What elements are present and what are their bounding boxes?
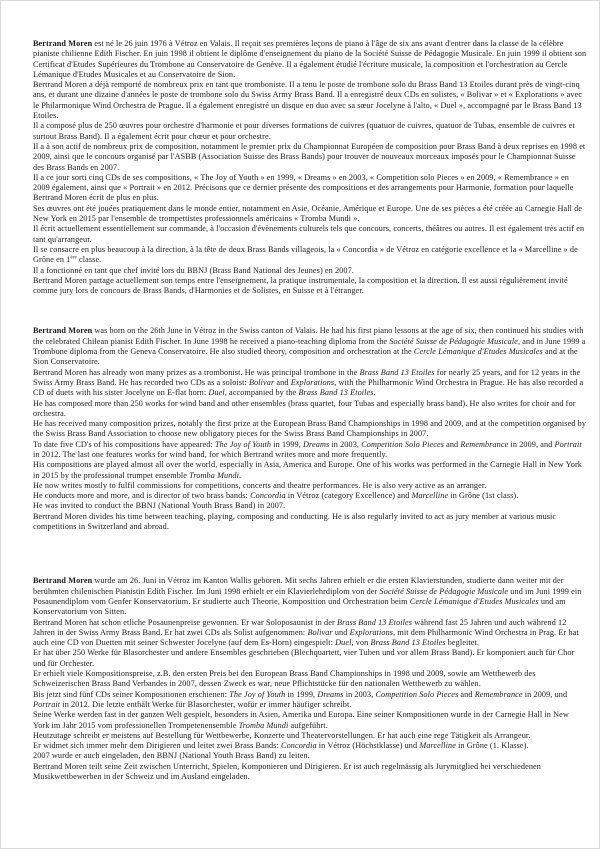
text-run: Cercle Lémanique d'Etudes Musicales — [413, 347, 543, 357]
text-run: He was invited to conduct the BBNJ (National Youth Brass Band) in 2007. — [33, 501, 286, 511]
text-run: Heutzutage schreibt er meistens auf Bestellung für Wettbewerbe, Konzerte und Theatervorstellungen. Er hat auch eine rege Tätigkeit als Arrangeur. — [33, 730, 531, 740]
text-run: Remembrance — [460, 439, 509, 449]
text-run: Société Suisse de Pédagogie Musicale — [389, 336, 518, 346]
text-run: Competition Solo Pieces — [361, 439, 444, 449]
text-run: and — [274, 377, 291, 387]
text-run: . — [238, 470, 242, 480]
paragraph — [33, 121, 587, 142]
text-run: während fast 25 Jahren und auch während 12 Jahren in der Swiss Army Brass Band. Er hat zwei CDs als Solist aufgenommen: — [33, 617, 567, 637]
text-run: and — [458, 689, 475, 699]
paragraph — [33, 39, 587, 80]
text-run: Il écrit actuellement essentiellement sur commande, à l'occasion d'évènements culturels tels que concours, concerts, théâtres ou autres. Il est également très actif en tant qu'arrangeur. — [33, 224, 585, 244]
text-run: in 2009, und — [522, 689, 568, 699]
paragraph — [33, 710, 587, 731]
text-run: Bertrand Moren teilt seine Zeit zwischen Unterricht, Spielen, Komponieren und Dirigieren. Er ist auch regelmässig als Jurymitglied bei verschiedenen Musikwettbewerben in der Schweiz und im Ausland eingeladen. — [33, 761, 541, 781]
paragraph — [33, 648, 587, 669]
text-run: , von — [351, 638, 371, 648]
text-run: He conducts more and more, and is director of two brass bands: — [33, 491, 251, 501]
text-run: Seine Werke werden fast in der ganzen Welt gespielt, besonders in Asien, Amerika und Europa. Eine seiner Kompositionen wurde in der Carnegie Hall in New York im Jahr 2015 vom professionellen Trompetenensemble — [33, 710, 569, 730]
text-run: Bertrand Moren — [33, 576, 93, 586]
text-run: Duel — [335, 638, 352, 648]
text-run: Cercle Lémanique d'Etudes Musicales — [409, 596, 539, 606]
paragraph — [33, 80, 587, 121]
paragraph — [33, 751, 587, 761]
text-run: Tromba Mundi — [189, 470, 239, 480]
text-run: Société Suisse de Pédagogie Musicale — [379, 586, 509, 596]
text-run: Bolivar — [249, 377, 275, 387]
text-run: Il a à son actif de nombreux prix de composition, notamment le premier prix du Championnat Européen de composition pour Brass Band à deux reprises en 1998 et 2009, ainsi que le concours organisé par l'ASBB (Association Suisse des Brass Bands) pour trouver de nouveaux morceaux imposés pour le Championnat Suisse des Brass Bands en 2007. — [33, 141, 586, 172]
text-run: Brass Band 13 Etoiles — [359, 367, 435, 377]
bio-block-fr — [33, 39, 587, 296]
text-run: and — [443, 439, 461, 449]
bio-block-en — [33, 326, 587, 532]
text-run: Bertrand Moren partage actuellement son temps entre l'enseignement, la pratique instrumentale, la composition et la direction. Il est aussi régulièrement invité comme jury lors de concours de Brass Bands, d'Harmonies et de Solistes, en Suisse et à l'étranger. — [33, 275, 568, 296]
text-run: und am Konservatorium von Sitten. — [33, 596, 566, 617]
text-run: was born on the 26th June in Vétroz in the Swiss canton of Valais. He had his first piano lessons at the age of six, then continued his studies with the celebrated Chilean pianist Edith Fischer. In June 1998 he received a piano-teaching diploma from the — [33, 326, 584, 346]
text-run: Er hat über 250 Werke für Blasorchester und andere Ensembles geschrieben (Blechquartett, vier Tuben und vor allem Brass Band). Er komponiert auch für Chor und für Orchester. — [33, 648, 575, 668]
text-run: Remembrance — [474, 689, 523, 699]
paragraph — [33, 460, 587, 481]
text-run: ère — [70, 254, 77, 261]
paragraph — [33, 173, 587, 204]
text-run: in Vétroz (Höchstklasse) und — [316, 741, 420, 751]
paragraph — [33, 142, 587, 173]
text-run: , and in June 1999 a Trombone diploma from the Geneva Conservatoire. He also studied theory, composition and orchestration at the — [33, 336, 586, 357]
text-run: Er erhielt viele Kompositionspreise, z.B. den ersten Preis bei den European Brass Band Championships in 1998 und 2009, sowie am Wettbewerb des Schweizerischen Brass Band Verbandes in 2007, dessen Zweck es war, neue Pflichtstücke für den nationalen Wettbewerb zu wählen. — [33, 669, 536, 689]
text-run: Brass Band 13 Etoiles — [298, 388, 374, 398]
text-run: in 1999, — [271, 439, 304, 449]
text-run: in Grône (1. Klasse). — [455, 741, 529, 751]
text-run: He has received many composition prizes, notably the first prize at the European Brass Band Championships in 1998 and 2009, and at the competition organised by the Swiss Brass Band Association to choose new obligatory pieces for the Swiss Brass Band Championships in 2007. — [33, 419, 587, 439]
text-run: , accompanied by the — [224, 388, 299, 398]
paragraph — [33, 512, 587, 533]
paragraph — [33, 326, 587, 367]
paragraph — [33, 669, 587, 690]
text-run: Il a fonctionné en tant que chef invité lors du BBNJ (Brass Band National des Jeunes) en 2007. — [33, 265, 354, 275]
text-run: Dreams — [303, 439, 330, 449]
text-run: est né le 26 juin 1976 à Vétroz en Valais. Il reçoit ses premières leçons de piano à l'âge de six ans avant d'entrer dans la classe de la célèbre pianiste chilienne Edith Fischer. En juin 1998 il obtient le diplôme d'enseignement du piano de la Société Suisse de Pédagogie Musicale. En juin 1999 il obtient son Certificat d'Etudes Supérieures du Trombone au Conservatoire de Genève. Il a également étudié l'écriture musicale, la composition et l'orchestration au Cercle Lémanique d'Etudes Musicales et au Conservatoire de Sion. — [33, 39, 587, 79]
text-run: 2007 wurde er auch eingeladen, den BBNJ (National Youth Brass Band) zu leiten. — [33, 751, 310, 761]
paragraph — [33, 576, 587, 617]
text-run: in 2012. The last one features works for wind band, for which Bertrand writes more and more frequently. — [33, 449, 388, 459]
paragraph — [33, 266, 587, 276]
text-run: The Joy of Youth — [229, 689, 286, 699]
text-run: . — [373, 388, 376, 398]
text-run: und im Juni 1999 ein Posaunendiplom vom Genfer Konservatorium. Er studierte auch Theorie, Komposition und Orchestration beim — [33, 586, 582, 606]
text-run: in 2012. Die letzte enthält Werke für Blasorchester, wofür er immer häufiger schreibt. — [60, 699, 352, 709]
text-run: Il a ce jour sorti cinq CDs de ses compositions, « The Joy of Youth » en 1999, « Dreams » en 2003, « Competition solo Pieces » en 2009, « Remembrance » en 2009 également, ainsi que « Portrait » en 2012. Précisons que ce dernier présente des compositions et des arrangements pour Harmonie, formation pour laquelle Bertrand Moren écrit de plus en plus. — [33, 172, 574, 203]
paragraph — [33, 419, 587, 440]
text-run: Tromba Mundi — [238, 720, 289, 730]
text-run: Bolivar — [307, 627, 333, 637]
text-run: in 1999, — [285, 689, 318, 699]
text-run: Marcelline — [411, 491, 449, 501]
text-run: Duel — [208, 388, 225, 398]
paragraph — [33, 731, 587, 741]
text-run: in Grône (1st class). — [448, 491, 519, 501]
text-run: The Joy of Youth — [214, 439, 272, 449]
text-run: Concordia — [250, 491, 286, 501]
text-run: Explorations — [349, 627, 394, 637]
text-run: His compositions are played almost all over the world, especially in Asia, America and Europe. One of his works was performed in the Carnegie Hall in New York in 2015 by the professional trumpet ensemble — [33, 460, 582, 480]
paragraph — [33, 399, 587, 420]
text-run: Bertrand Moren divides his time between teaching, playing, composing and conducting. He is also regularly invited to act as jury member at various music competitions in Switzerland and abroad. — [33, 511, 557, 532]
text-run: Brass Band 13 Etoiles — [336, 617, 413, 627]
document-page — [33, 39, 587, 782]
text-run: in Vétroz (category Excellence) and — [285, 491, 412, 501]
text-run: He now writes mostly to fulfil commissions for competitions, concerts and theatre performances. He is also very active as an arranger. — [33, 480, 487, 490]
paragraph — [33, 245, 587, 266]
bio-block-de — [33, 576, 587, 782]
text-run: Concordia — [281, 741, 317, 751]
paragraph — [33, 368, 587, 399]
text-run: in 2003, — [343, 689, 376, 699]
text-run: Bertrand Moren — [33, 39, 93, 48]
paragraph — [33, 501, 587, 511]
text-run: Dreams — [317, 689, 344, 699]
text-run: He has composed more than 250 works for wind band and other ensembles (brass quartet, four Tubas and especially brass band). He also writes for choir and for orchestra. — [33, 398, 576, 418]
text-run: Competition Solo Pieces — [375, 689, 459, 699]
text-run: Bis jetzt sind fünf CDs seiner Kompositionen erschienen: — [33, 689, 230, 699]
text-run: Portrait — [554, 439, 582, 449]
text-run: Bertrand Moren — [33, 326, 93, 336]
text-run: in 2009, and — [508, 439, 555, 449]
text-run: classe. — [76, 255, 102, 265]
paragraph — [33, 762, 587, 783]
paragraph — [33, 690, 587, 711]
text-run: Portrait — [33, 699, 61, 709]
paragraph — [33, 491, 587, 501]
paragraph — [33, 741, 587, 751]
text-run: Brass Band 13 Etoiles — [370, 638, 446, 648]
text-run: wurde am 26. Juni in Vétroz im Kanton Wallis geboren. Mit sechs Jahren erhielt er die ersten Klavierstunden, studierte dann weiter mit der berühmten chilenischen Pianistin Edith Fischer. Im Juni 1998 erhielt er ein Klavierlehrdiplom von der — [33, 576, 564, 596]
text-run: , with the Philharmonic Wind Orchestra in Prague. He has also recorded a CD of duets with his sister Jocelyne on E-flat horn: — [33, 377, 584, 398]
text-run: Il se consacre en plus beaucoup à la direction, à la tête de deux Brass Bands villageois, la « Concordia » de Vétroz en catégorie excellence et la « Marcelline » de Grône en 1 — [33, 244, 578, 265]
text-run: Bertrand Moren a déjà remporté de nombreux prix en tant que tromboniste. Il a tenu le poste de trombone solo du Brass Band 13 Etoiles durant près de vingt-cinq ans, et durant une dizaine d'années le poste de trombone solo du Swiss Army Brass Band. Il a enregistré deux CDs en solistes, « Bolivar » et « Explorations » avec le Philarmonique Wind Orchestra de Prague. Il a également enregistré un disque en duo avec sa sœur Jocelyne à l'alto, « Duel », accompagné par le Brass Band 13 Etoiles. — [33, 80, 583, 121]
paragraph — [33, 276, 587, 297]
text-run: Bertrand Moren has already won many prizes as a trombonist. He was principal trombone in the — [33, 367, 360, 377]
text-run: and at the Sion Conservatoire. — [33, 347, 578, 367]
text-run: und — [332, 627, 350, 637]
paragraph — [33, 618, 587, 649]
text-run: Il a composé plus de 250 œuvres pour orchestre d'harmonie et pour diverses formations de cuivres (quatuor de cuivres, quatuor de Tubas, ensemble de cuivres et surtout Brass Band). Il a également écrit pour chœur et pour orchestre. — [33, 121, 575, 141]
text-run: Er widmet sich immer mehr dem Dirigieren und leitet zwei Brass Bands: — [33, 741, 282, 751]
paragraph — [33, 204, 587, 225]
text-run: , mit dem Philharmonic Wind Orchestra in Prag. Er hat auch eine CD von Duetten mit seiner Schwester Jocelyne (auf dem Es-Horn) eingespielt: — [33, 627, 579, 648]
text-run: Explorations — [290, 377, 335, 387]
text-run: To date five CD's of his compositions have appeared: — [33, 439, 215, 449]
paragraph — [33, 224, 587, 245]
paragraph — [33, 440, 587, 461]
text-run: begleitet. — [445, 638, 479, 648]
text-run: Marcelline — [419, 741, 456, 751]
paragraph — [33, 481, 587, 491]
text-run: for nearly 25 years, and for 12 years in the Swiss Army Brass Band. He has recorded two CDs as a soloist: — [33, 367, 581, 387]
text-run: Ses œuvres ont été jouées pratiquement dans le monde entier, notamment en Asie, Océanie, Amérique et Europe. Une de ses pièces a été créée au Carnegie Hall de New York en 2015 par l'ensemble de trompettistes professionnels américains « Tromba Mundi ». — [33, 203, 583, 224]
text-run: Bertrand Moren hat schon etliche Posaunenpreise gewonnen. Er war Soloposaunist in der — [33, 617, 337, 627]
text-run: aufgeführt. — [288, 720, 328, 730]
text-run: in 2003, — [329, 439, 362, 449]
